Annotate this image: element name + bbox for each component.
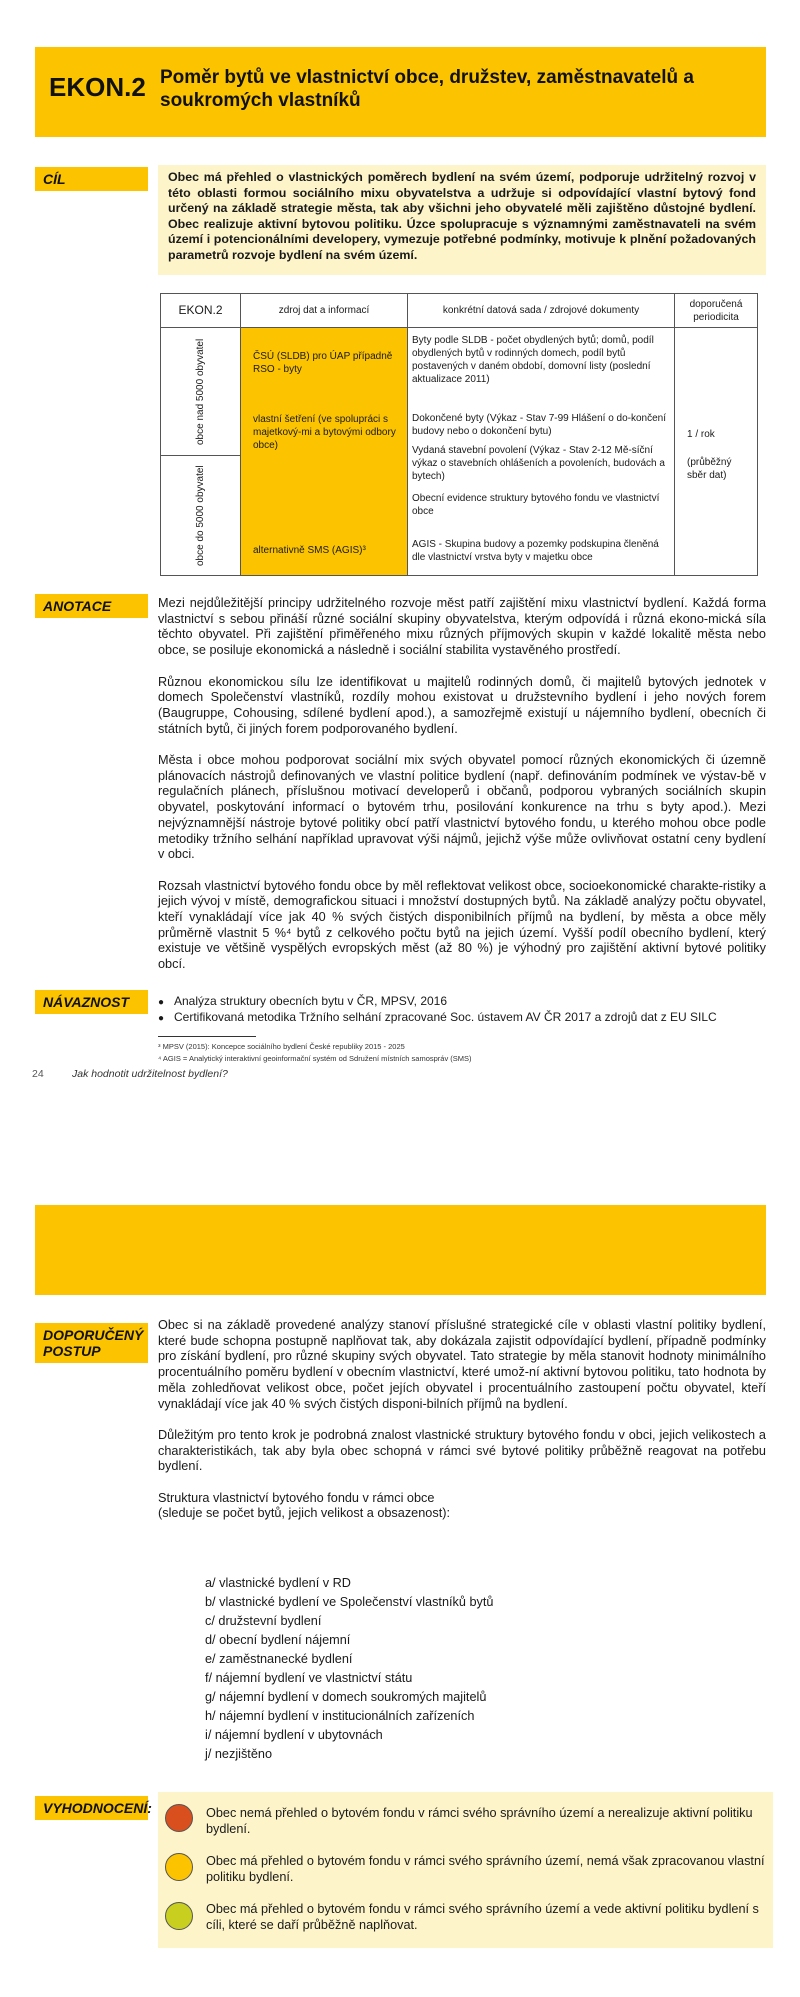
table-header-periodicity: doporučená periodicita [675,294,758,328]
structure-title: Struktura vlastnictví bytového fondu v rámci obce [158,1490,435,1505]
row-large-municipalities: obce nad 5000 obyvatel [161,328,241,456]
page-caption: Jak hodnotit udržitelnost bydlení? [72,1068,228,1080]
status-green-icon [165,1902,193,1930]
page-header-band [35,1205,766,1295]
ownership-item: c/ družstevní bydlení [205,1614,322,1628]
annotation-paragraph: Mezi nejdůležitější principy udržitelného rozvoje měst patří zajištění mixu vlastnictví bydlení. Každá forma vlastnictví s sebou přináší různé sociální skupiny obyvatelstva, kterým odpovídá i různá ekono-mická síla těchto obyvatel. Při zajištění přiměřeného mixu různých příjmových skupin v každé lokalitě města nebo obce, se posiluje ekonomická a následně i sociální stabilita vystavěného prostředí. [158,596,766,658]
procedure-paragraph: Důležitým pro tento krok je podrobná znalost vlastnické struktury bytového fondu v obci, jejich velikostech a charakteristikách, tak aby byla obec schopná v rámci své bytové politiky průběžně reagovat na potřebu bydlení. [158,1427,766,1474]
source-item: vlastní šetření (ve spolupráci s majetkový-mi a bytovými odbory obce) [253,414,396,451]
annotation-paragraph: Města i obce mohou podporovat sociální mix svých obyvatel pomocí různých ekonomických či územně plánovacích nástrojů definovaných ve vlastní politice bydlení (např. definováním podmínek ve výstav-bě v regulačních plánech, příslušnou motivací developerů i občanů, podporou vybraných sociálních skupin obyvatel, poskytování informací o bytovém trhu, posilování konkurence na trhu s byty apod.). Mezi nejvýznamnější nástroje bytové politiky obcí patří vlastnictví bytového fondu, u kterého mohou obce podle metodiky tržního selhání například upravovat výši nájmů, jejichž výše může ovlivňovat ostatní ceny bydlení v obci. [158,753,766,862]
sources-cell [241,328,408,576]
goal-text: Obec má přehled o vlastnických poměrech bydlení na svém území, podporuje udržitelný rozvoj v této oblasti formou sociálního mixu obyvatelstva a udržuje si odpovídající vlastní bytový fond určený na základě strategie města, tak aby všichni jeho obyvatelé měli zajištěno důstojné bydlení. Obec realizuje aktivní bytovou politiku. Úzce spolupracuje s významnými zaměstnavateli na svém území i potencionálními developery, vymezuje potřebné podmínky, motivuje k plnění požadovaných parametrů rozvoje bydlení na svém území. [158,165,766,275]
ownership-item: j/ nezjištěno [205,1747,272,1761]
periodicity-value: 1 / rok [687,429,715,440]
links-label: NÁVAZNOST [35,990,148,1014]
procedure-label: DOPORUČENÝ POSTUP [35,1323,148,1363]
indicator-title: Poměr bytů ve vlastnictví obce, družstev, zaměstnavatelů a soukromých vlastníků [160,67,694,111]
ownership-list [205,1574,493,1764]
links-item: ● Certifikovaná metodika Tržního selhání zpracované Soc. ústavem AV ČR 2017 a zdrojů dat z EU SILC [158,1010,717,1026]
evaluation-box [158,1792,773,1948]
table-header-source: zdroj dat a informací [241,294,408,328]
status-yellow-icon [165,1853,193,1881]
source-item: ČSÚ (SLDB) pro ÚAP případně RSO - byty [253,351,393,375]
goal-label: CÍL [35,167,148,191]
dataset-item: Dokončené byty (Výkaz - Stav 7-99 Hlášení o do-končení budovy nebo o dokončení bytu) [412,413,667,437]
annotation-paragraph: Různou ekonomickou sílu lze identifikovat u majitelů rodinných domů, či majitelů bytových jednotek v domech Společenství vlastníků, rozdíly mohou existovat u družstevního bydlení i jeho nových forem (Baugruppe, Cohousing, sdílené bydlení apod.), a samozřejmě existují u nájemního bydlení, obecních či státních bytů, či jiných forem podporovaného bydlení. [158,674,766,736]
links-list [158,994,717,1025]
ownership-item: a/ vlastnické bydlení v RD [205,1576,351,1590]
dataset-item: Obecní evidence struktury bytového fondu ve vlastnictví obce [412,493,660,517]
status-red-icon [165,1804,193,1832]
procedure-text [158,1318,766,1522]
page-number: 24 [32,1068,44,1080]
ownership-item: h/ nájemní bydlení v institucionálních zařízeních [205,1709,475,1723]
evaluation-yellow-text: Obec má přehled o bytovém fondu v rámci svého správního území, nemá však zpracovanou vlastní politiku bydlení. [206,1854,765,1884]
table-header-dataset: konkrétní datová sada / zdrojové dokumenty [408,294,675,328]
evaluation-green-text: Obec má přehled o bytovém fondu v rámci svého správního území a vede aktivní politiku bydlení s cíli, které se daří průběžně naplňovat. [206,1902,759,1932]
evaluation-red-text: Obec nemá přehled o bytovém fondu v rámci svého správního území a nerealizuje aktivní politiku bydlení. [206,1806,753,1836]
source-item: alternativně SMS (AGIS)³ [253,545,366,556]
dataset-item: Vydaná stavební povolení (Výkaz - Stav 2-12 Mě-síční výkaz o stavebních ohlášeních a povoleních, budovách a bytech) [412,445,665,482]
ownership-item: g/ nájemní bydlení v domech soukromých majitelů [205,1690,487,1704]
dataset-item: AGIS - Skupina budovy a pozemky podskupina členěná dle vlastnictví vrstva byty v majetku obce [412,539,659,563]
ownership-item: f/ nájemní bydlení ve vlastnictví státu [205,1671,413,1685]
annotation-paragraph: Rozsah vlastnictví bytového fondu obce by měl reflektovat velikost obce, socioekonomické charakte-ristiky a jejich vývoj v místě, demografickou situaci i množství dostupných bytů. Na základě analýzy počtu obyvatel, kteří vynakládají více jak 40 % svých čistých disponibilních příjmů na bydlení, by města a obce měly průměrně vlastnit 5 %⁴ bytů z celkového počtu bytů na jejich území. Vyšší podíl obecního bydlení, který existuje ve většině vyspělých evropských měst (až 80 %) je výhodný pro zajištění aktivní bytové politiky obcí. [158,878,766,972]
datasets-cell [408,328,675,576]
ownership-item: i/ nájemní bydlení v ubytovnách [205,1728,383,1742]
evaluation-label: VYHODNOCENÍ: [35,1796,148,1820]
ownership-item: b/ vlastnické bydlení ve Společenství vlastníků bytů [205,1595,494,1609]
data-sources-table [160,293,758,576]
table-header-code: EKON.2 [161,294,241,328]
structure-subtitle: (sleduje se počet bytů, jejich velikost a obsazenost): [158,1506,450,1521]
dataset-item: Byty podle SLDB - počet obydlených bytů; domů, podíl obydlených bytů v rodinných domech, podíl bytů postavených v daném období, domovní listy (poslední aktualizace 2011) [412,335,654,385]
footnote: ⁴ AGIS = Analytický interaktivní geoinformační systém od Sdružení místních samospráv (SMS) [158,1054,472,1063]
ownership-item: e/ zaměstnanecké bydlení [205,1652,353,1666]
procedure-paragraph: Obec si na základě provedené analýzy stanoví příslušné strategické cíle v oblasti vlastní politiky bydlení, které bude schopna postupně naplňovat tak, aby dokázala zajistit odpovídající bydlení, případně podmínky pro získání bydlení, pro různé skupiny svých obyvatel. Tato strategie by měla stanovit hodnoty minimálního procentuálního poměru bydlení v obecním vlastnictví, které umož-ní aktivní bytovou politiku, tato hodnota by měla zohledňovat velikost obce, počet jejích obyvatel i procentuálního zastoupení počtu obyvatel, kteří vynakládají více jak 40 % svých čistých disponi-bilních příjmů na bydlení. [158,1318,766,1411]
indicator-code: EKON.2 [49,72,146,102]
footnote: ³ MPSV (2015): Koncepce sociálního bydlení České republiky 2015 - 2025 [158,1042,405,1051]
annotation-text [158,596,766,989]
annotation-label: ANOTACE [35,594,148,618]
footnote-rule [158,1036,256,1037]
periodicity-note: (průběžný sběr dat) [687,457,732,481]
links-item: ● Analýza struktury obecních bytu v ČR, MPSV, 2016 [158,994,717,1010]
periodicity-cell [675,328,758,576]
ownership-item: d/ obecní bydlení nájemní [205,1633,351,1647]
row-small-municipalities: obce do 5000 obyvatel [161,456,241,576]
